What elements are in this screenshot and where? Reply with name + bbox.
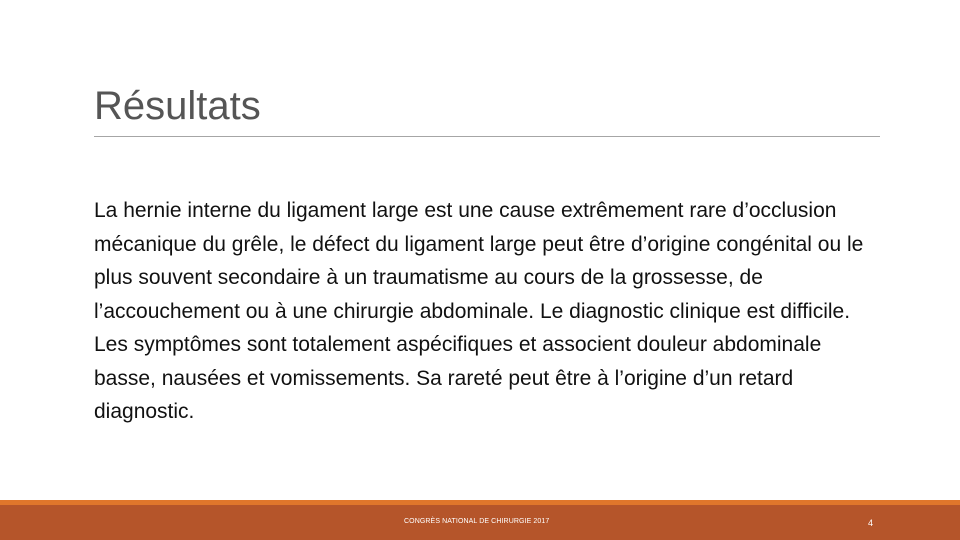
title-divider bbox=[94, 136, 880, 137]
footer-text: CONGRÈS NATIONAL DE CHIRURGIE 2017 bbox=[404, 518, 550, 525]
slide-body-text: La hernie interne du ligament large est une cause extrêmement rare d’occlusion mécanique du grêle, le défect du ligament large peut être d’origine congénital ou le plus souvent secondaire à un traumatisme au cours de la grossesse, de l’accouchement ou à une chirurgie abdominale. Le diagnostic clinique est difficile. Les symptômes sont totalement aspécifiques et associent douleur abdominale basse, nausées et vomissements. Sa rareté peut être à l’origine d’un retard diagnostic. bbox=[94, 199, 864, 423]
slide-title: Résultats bbox=[94, 84, 261, 128]
page-number: 4 bbox=[868, 518, 874, 528]
